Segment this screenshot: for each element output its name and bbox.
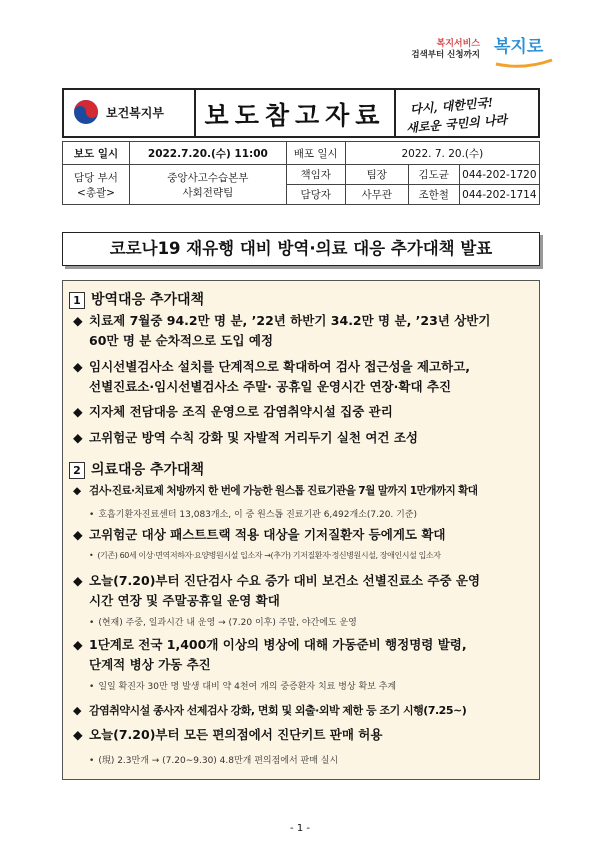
item-text-cont: 시간 연장 및 주말공휴일 운영 확대: [89, 593, 280, 608]
item-text-cont: 선별진료소·임시선별검사소 주말· 공휴일 운영시간 연장·확대 추진: [89, 379, 452, 394]
logo-line2: 검색부터 신청까지: [411, 50, 480, 60]
list-item: [73, 428, 418, 448]
diamond-icon: ◆: [73, 704, 81, 717]
staff-phone: 044-202-1714: [459, 185, 539, 205]
swoosh-icon: [494, 58, 554, 68]
section-number: 2: [69, 462, 85, 479]
list-item: [73, 701, 466, 721]
item-text-cont: 단계적 병상 가동 추진: [89, 657, 211, 672]
resp-name: 김도균: [408, 165, 459, 185]
sub-item: • (기존) 60세 이상·면역저하자·요양병원시설 입소자 →(추가) 기저질환자·정신병원시설, 장애인시설 입소자: [89, 551, 441, 560]
item-text: 오늘(7.20)부터 모든 편의점에서 진단키트 판매 허용: [89, 727, 383, 742]
list-item: [73, 357, 470, 397]
sub-item: • (현재) 주중, 일과시간 내 운영 → (7.20 이후) 주말, 야간에도 운영: [89, 618, 357, 628]
item-text: 감염취약시설 종사자 선제검사 강화, 면회 및 외출·외박 제한 등 조기 시행(7.25~): [89, 704, 467, 717]
list-item: [73, 311, 490, 351]
item-text: 지자체 전담대응 조직 운영으로 감염취약시설 집중 관리: [89, 404, 393, 419]
bokjiro-logo: [411, 32, 568, 72]
press-header: [62, 88, 540, 138]
sub-text: (현재) 주중, 일과시간 내 운영 → (7.20 이후) 주말, 야간에도 운영: [98, 618, 357, 628]
dept-sub: <총괄>: [77, 186, 115, 199]
item-text: 치료제 7월중 94.2만 명 분, ’22년 하반기 34.2만 명 분, ’23년 상반기: [89, 313, 491, 328]
item-text: 1단계로 전국 1,400개 이상의 병상에 대해 가동준비 행정명령 발령,: [89, 637, 467, 652]
sub-text: (기존) 60세 이상·면역저하자·요양병원시설 입소자 →(추가) 기저질환자·정신병원시설, 장애인시설 입소자: [97, 551, 441, 560]
slogan-line1: 다시, 대한민국!: [409, 95, 494, 117]
headline: 코로나19 재유행 대비 방역·의료 대응 추가대책 발표: [62, 232, 540, 266]
section-label: 의료대응 추가대책: [91, 462, 205, 478]
sub-text: 일일 확진자 30만 명 발생 대비 약 4천여 개의 중증환자 치료 병상 확보 추계: [98, 682, 397, 692]
section-2-title: [69, 459, 204, 479]
distribute-label: 배포 일시: [286, 142, 345, 165]
sub-text: 호흡기환자진료센터 13,083개소, 이 중 원스톱 진료기관 6,492개소(7.20. 기준): [98, 510, 418, 520]
page-number: - 1 -: [290, 823, 310, 834]
staff-label: 담당자: [286, 185, 345, 205]
diamond-icon: ◆: [73, 573, 83, 588]
diamond-icon: ◆: [73, 359, 83, 374]
dept-cell: [63, 165, 130, 205]
diamond-icon: ◆: [73, 404, 83, 419]
section-1-title: [69, 289, 204, 309]
diamond-icon: ◆: [73, 527, 83, 542]
list-item: [73, 525, 446, 545]
distribute-value: 2022. 7. 20.(수): [345, 142, 539, 165]
dept-value1: 중앙사고수습본부: [167, 171, 249, 184]
taegeuk-icon: [72, 98, 100, 126]
diamond-icon: ◆: [73, 637, 83, 652]
resp-label: 책임자: [286, 165, 345, 185]
logo-brand: 복지로: [494, 37, 544, 57]
sub-text: (現) 2.3만개 → (7.20∼9.30) 4.8만개 편의점에서 판매 실시: [98, 756, 339, 766]
dept-value2: 사회전략팀: [182, 186, 234, 199]
item-text: 고위험군 방역 수칙 강화 및 자발적 거리두기 실천 여건 조성: [89, 430, 418, 445]
release-label: 보도 일시: [63, 142, 130, 165]
item-text: 고위험군 대상 패스트트랙 적용 대상을 기저질환자 등에게도 확대: [89, 527, 446, 542]
staff-name: 조한철: [408, 185, 459, 205]
diamond-icon: ◆: [73, 727, 83, 742]
logo-line1: 복지서비스: [436, 39, 480, 49]
slogan: [400, 93, 538, 135]
sub-item: • 일일 확진자 30만 명 발생 대비 약 4천여 개의 중증환자 치료 병상 확보 추계: [89, 682, 397, 692]
list-item: [73, 635, 467, 675]
resp-phone: 044-202-1720: [459, 165, 539, 185]
diamond-icon: ◆: [73, 485, 81, 497]
list-item: [73, 402, 393, 422]
list-item: [73, 481, 477, 501]
list-item: [73, 571, 480, 611]
sub-item: • (現) 2.3만개 → (7.20∼9.30) 4.8만개 편의점에서 판매 실시: [89, 756, 339, 766]
section-number: 1: [69, 292, 85, 309]
item-text: 임시선별검사소 설치를 단계적으로 확대하여 검사 접근성을 제고하고,: [89, 359, 471, 374]
diamond-icon: ◆: [73, 430, 83, 445]
release-value: 2022.7.20.(수) 11:00: [130, 142, 287, 165]
section-label: 방역대응 추가대책: [91, 292, 205, 308]
sub-item: • 호흡기환자진료센터 13,083개소, 이 중 원스톱 진료기관 6,492개소(7.20. 기준): [89, 510, 418, 520]
doc-type-title: 보도참고자료: [204, 101, 386, 130]
ministry-name: 보건복지부: [106, 106, 164, 120]
ministry-logo: [72, 98, 190, 128]
item-text: 오늘(7.20)부터 진단검사 수요 증가 대비 보건소 선별진료소 주중 운영: [89, 573, 481, 588]
slogan-line2: 새로운 국민의 나라: [405, 112, 508, 136]
staff-title: 사무관: [345, 185, 408, 205]
dept-label: 담당 부서: [74, 171, 118, 184]
item-text: 검사·진료·치료제 처방까지 한 번에 가능한 원스톱 진료기관을 7월 말까지 1만개까지 확대: [89, 485, 478, 497]
diamond-icon: ◆: [73, 313, 83, 328]
release-info-table: [62, 141, 540, 205]
item-text-cont: 60만 명 분 순차적으로 도입 예정: [89, 333, 274, 348]
content-box: [62, 280, 540, 780]
list-item: [73, 725, 382, 745]
resp-title: 팀장: [345, 165, 408, 185]
dept-value-cell: [130, 165, 287, 205]
